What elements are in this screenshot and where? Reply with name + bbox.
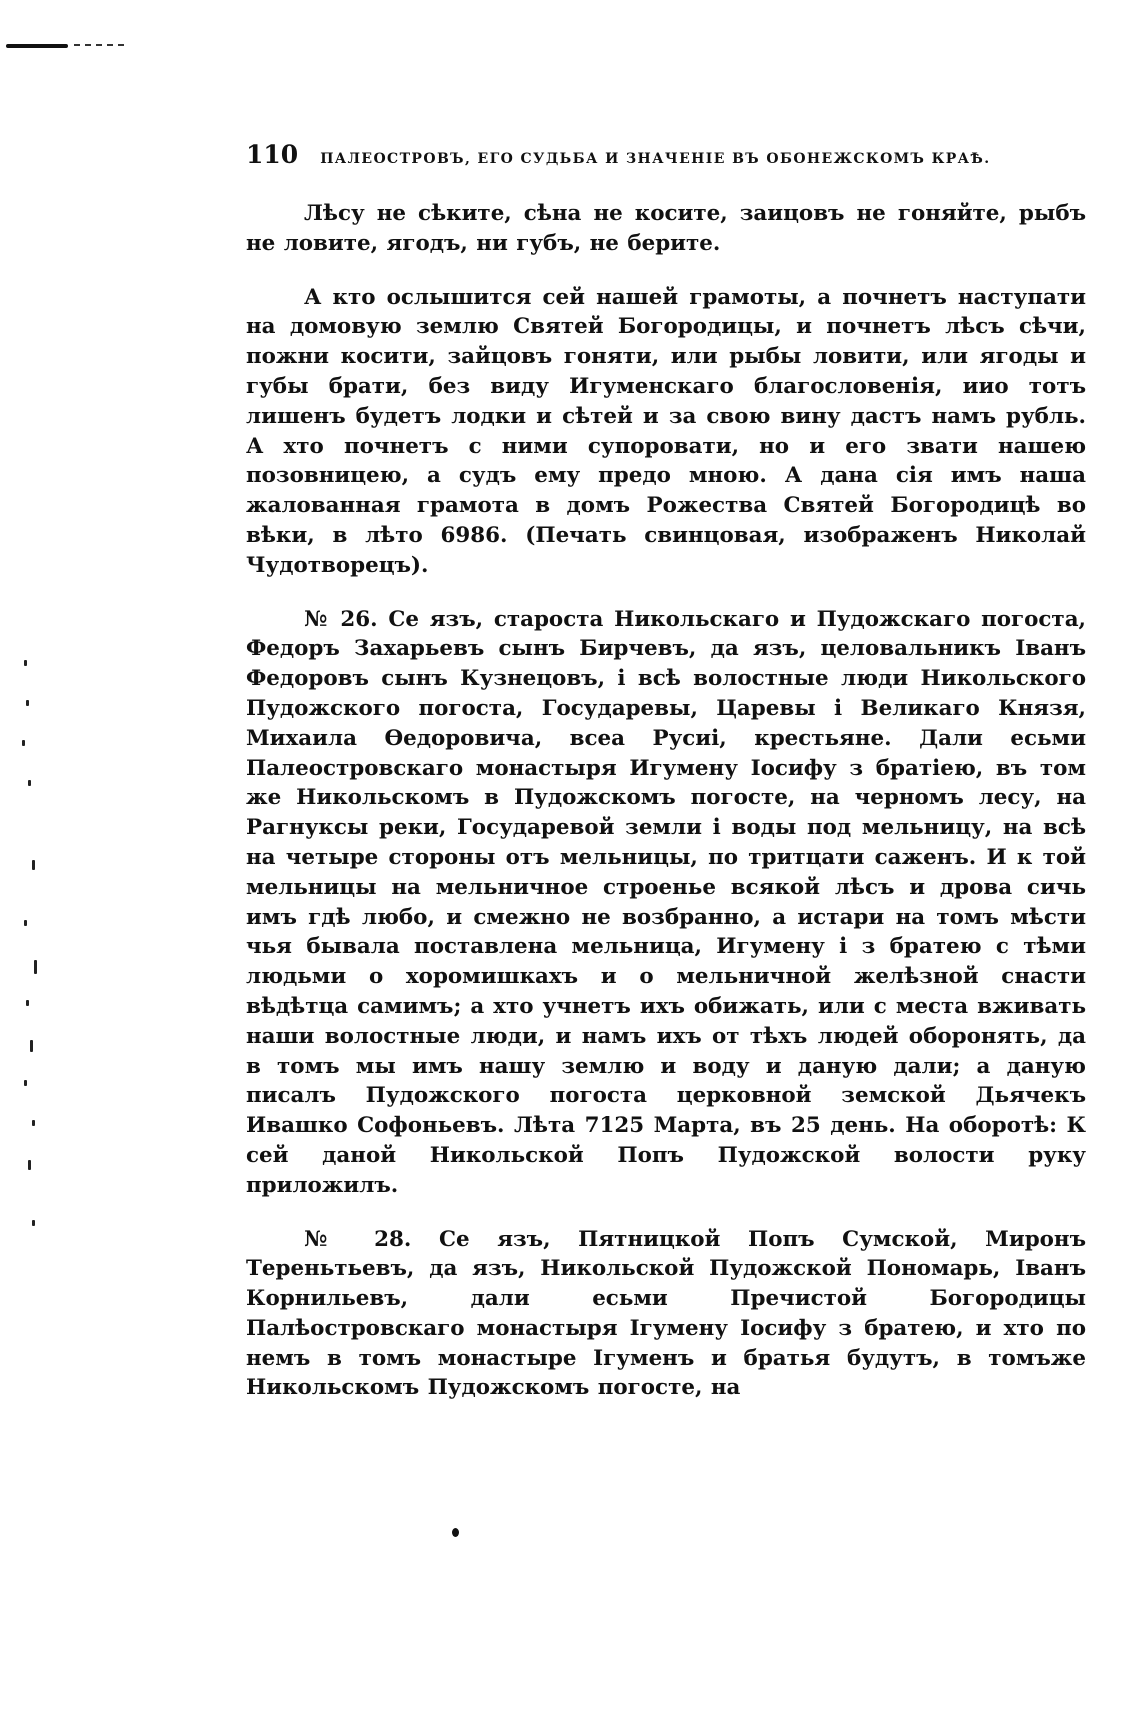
- scan-edge-mark: [6, 44, 68, 48]
- paragraph-1: Лѣсу не сѣките, сѣна не косите, заицовъ не гоняйте, рыбъ не ловите, ягодъ, ни губъ, не берите.: [246, 201, 1086, 256]
- margin-specks: [18, 660, 58, 1660]
- paragraph-3: № 26. Се язъ, староста Никольскаго и Пудожскаго погоста, Федоръ Захарьевъ сынъ Бирчевъ, да язъ, целовальникъ Іванъ Федоровъ сынъ Кузнецовъ, і всѣ волостные люди Никольского Пудожского погоста, Государевы, Царевы і Великаго Князя, Михаила Өедоровича, всеа Русиі, крестьяне. Дали есьми Палеостровскаго монастыря Игумену Іосифу з братіею, въ том же Никольскомъ в Пудожскомъ погосте, на черномъ лесу, на Рагнуксы реки, Государевой земли і воды под мельницу, на всѣ на четыре стороны отъ мельницы, по тритцати саженъ. И к той мельницы на мельничное строенье всякой лѣсъ и дрова сичь имъ гдѣ любо, и смежно не возбранно, а истари на томъ мѣсти чья бывала поставлена мельница, Игумену і з братею с тѣми людьми о хоромишкахъ и о мельничной желѣзной снасти вѣдѣтца самимъ; а хто учнетъ ихъ обижать, или с места вживать наши волостные люди, и намъ ихъ от тѣхъ людей оборонять, да в томъ мы имъ нашу землю и воду и даную дали; а даную писалъ Пудожского погоста церковной земской Дьячекъ Ивашко Софоньевъ. Лѣта 7125 Марта, въ 25 день. На оборотѣ: К сей даной Никольской Попъ Пудожской волости руку приложилъ.: [246, 606, 1086, 1198]
- running-title: ПАЛЕОСТРОВЪ, ЕГО СУДЬБА И ЗНАЧЕНІЕ ВЪ ОБОНЕЖСКОМЪ КРАѢ.: [320, 151, 991, 167]
- paragraph-4: № 28. Се язъ, Пятницкой Попъ Сумской, Миронъ Тереньтьевъ, да язъ, Никольской Пудожской Пономарь, Іванъ Корнильевъ, дали есьми Пречистой Богородицы Палѣостровскаго монастыря Ігумену Іосифу з братею, и хто по немъ в томъ монастыре Ігуменъ и братья будутъ, в томъже Никольскомъ Пудожскомъ погосте, на: [246, 1226, 1086, 1401]
- ink-speck: [452, 1528, 459, 1537]
- running-head: [246, 140, 1086, 169]
- paragraph-2: А кто ослышится сей нашей грамоты, а почнетъ наступати на домовую землю Святей Богородицы, и почнетъ лѣсъ сѣчи, пожни косити, зайцовъ гоняти, или рыбы ловити, или ягоды и губы брати, без виду Игуменскаго благословенія, иио тотъ лишенъ будетъ лодки и сѣтей и за свою вину дастъ намъ рубль. А хто почнетъ с ними супоровати, но и его звати нашею позовницею, а судъ ему предо мною. А дана сія имъ наша жалованная грамота в домъ Рожества Святей Богородицѣ во вѣки, в лѣто 6986. (Печать свинцовая, изображенъ Николай Чудотворецъ).: [246, 284, 1086, 578]
- page-number: 110: [246, 140, 299, 169]
- scan-edge-dash: [74, 44, 124, 48]
- book-page: [246, 140, 1086, 1403]
